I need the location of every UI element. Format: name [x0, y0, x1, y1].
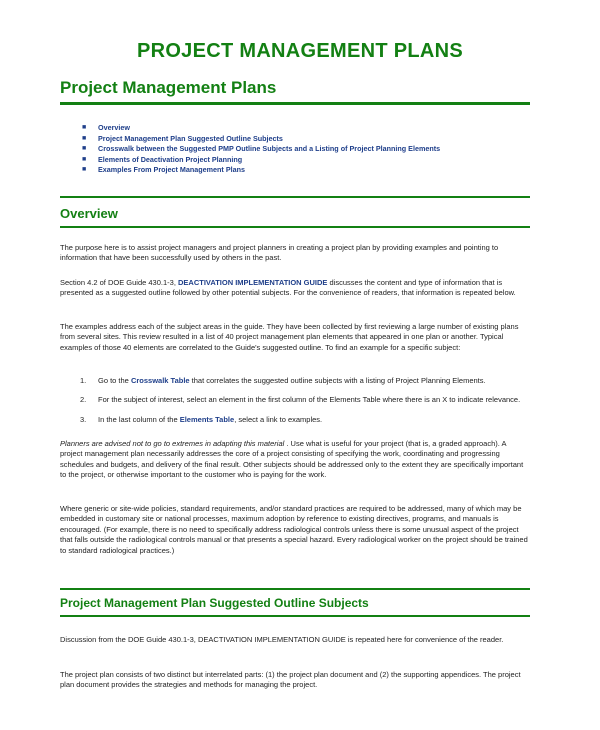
bullet-icon: ■	[82, 155, 87, 163]
page-heading: Project Management Plans	[60, 78, 277, 97]
section-rule-bottom	[60, 226, 530, 228]
document-title: PROJECT MANAGEMENT PLANS	[136, 40, 464, 62]
toc-item-deactivation-elements[interactable]: ■ Elements of Deactivation Project Planning	[82, 154, 243, 164]
overview-paragraph-5: Where generic or site-wide policies, standard requirements, and/or standard practices are required to be addressed, many of which may be embedded in customary site or national processes, maximum adoption by reference to existing directives, programs, and manuals is encouraged. (For example, there is no need to specifically address radiological controls unless there is some unusual aspect of the project that falls outside the radiological controls manual or that presents a special hazard. Every radiological worker on the project should be trained to standard radiological practices.)	[60, 504, 528, 555]
section-rule-bottom-2	[60, 615, 530, 617]
outline-paragraph-1: Discussion from the DOE Guide 430.1-3, DEACTIVATION IMPLEMENTATION GUIDE is repeated here for convenience of the reader.	[60, 635, 504, 644]
section-rule-top	[60, 196, 530, 198]
toc-item-outline-subjects[interactable]: ■ Project Management Plan Suggested Outline Subjects	[82, 133, 283, 143]
crosswalk-table-link[interactable]: Crosswalk Table	[130, 376, 190, 385]
overview-paragraph-2: Section 4.2 of DOE Guide 430.1-3, DEACTIVATION IMPLEMENTATION GUIDE discusses the content and type of information that is presented as a suggested outline followed by other potential subjects. For the convenience of readers, that information is repeated below.	[60, 278, 516, 298]
overview-paragraph-3: The examples address each of the subject areas in the guide. They have been collected by first reviewing a large number of existing plans from several sites. This review resulted in a list of 40 project management plan elements that appeared in one plan or another. Typical examples of those 40 elements are correlated to the Guide's suggested outline. To find an example for a specific subject:	[60, 322, 519, 352]
elements-table-link[interactable]: Elements Table	[179, 415, 235, 424]
toc-item-overview[interactable]: ■ Overview	[82, 123, 130, 132]
toc-item-crosswalk[interactable]: ■ Crosswalk between the Suggested PMP Outline Subjects and a Listing of Project Planning Elements	[82, 144, 441, 154]
overview-paragraph-4: Planners are advised not to go to extremes in adapting this material . Use what is useful for your project (that is, a graded approach). A project management plan necessarily addresses the core of a project consisting of specifying the work, coordinating and progressing schedules and budgets, and delivery of the final result. Other subjects should be addressed only to the extent they are specifically important to the project, or otherwise important to the customer who is paying for the work.	[60, 439, 524, 480]
bullet-icon: ■	[82, 145, 87, 153]
overview-heading: Overview	[60, 206, 118, 221]
outline-paragraph-2: The project plan consists of two distinct but interrelated parts: (1) the project plan document and (2) the supporting appendices. The project plan document provides the strategies and methods for managing the project.	[60, 670, 521, 690]
overview-paragraph-1: The purpose here is to assist project managers and project planners in creating a project plan by providing examples and pointing to information that have been successfully used by others in the past.	[60, 243, 499, 263]
bullet-icon: ■	[82, 166, 87, 174]
bullet-icon: ■	[82, 134, 87, 142]
heading-rule	[60, 102, 530, 105]
section-rule-top-2	[60, 588, 530, 590]
table-of-contents	[82, 123, 440, 176]
bullet-icon: ■	[82, 124, 87, 131]
toc-item-examples[interactable]: ■ Examples From Project Management Plans	[82, 165, 245, 175]
outline-heading: Project Management Plan Suggested Outline Subjects	[60, 596, 369, 610]
guide-link[interactable]: DEACTIVATION IMPLEMENTATION GUIDE	[178, 278, 328, 287]
